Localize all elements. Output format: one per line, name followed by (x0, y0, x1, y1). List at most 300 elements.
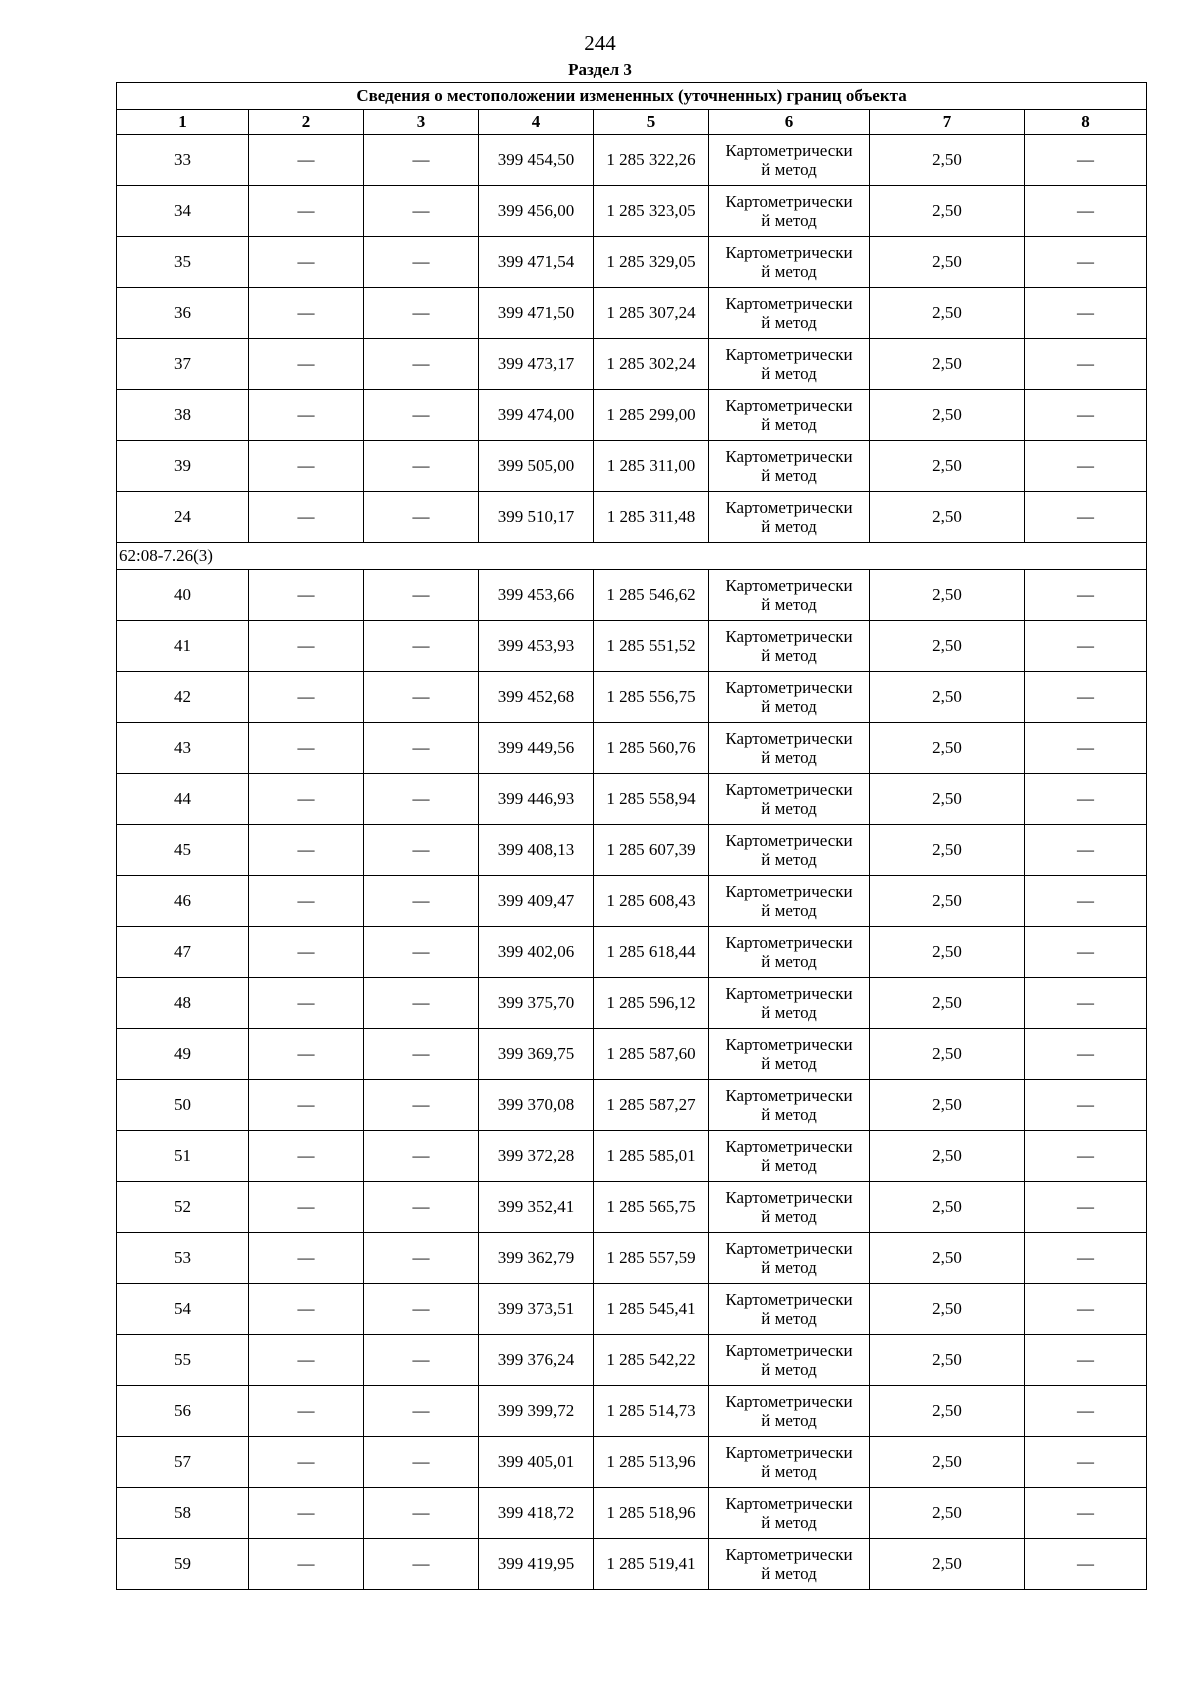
empty-dash-cell: — (364, 1182, 479, 1233)
empty-dash-cell: — (364, 441, 479, 492)
method-cell (709, 288, 870, 339)
column-numbers-row (117, 110, 1147, 135)
accuracy-cell: 2,50 (870, 1029, 1025, 1080)
method-cell (709, 927, 870, 978)
table-row (117, 288, 1147, 339)
empty-dash-cell: — (249, 672, 364, 723)
empty-dash-cell: — (249, 978, 364, 1029)
empty-dash-cell: — (364, 492, 479, 543)
empty-dash-cell: — (249, 1488, 364, 1539)
empty-dash-cell: — (249, 1182, 364, 1233)
x-coordinate-cell: 399 352,41 (479, 1182, 594, 1233)
table-row (117, 1437, 1147, 1488)
empty-dash-cell: — (364, 672, 479, 723)
y-coordinate-cell: 1 285 545,41 (594, 1284, 709, 1335)
empty-dash-cell: — (364, 1488, 479, 1539)
method-line: Картометрически (725, 729, 853, 748)
point-number-cell: 48 (117, 978, 249, 1029)
method-line: й метод (761, 1309, 817, 1328)
empty-dash-cell: — (249, 288, 364, 339)
empty-dash-cell: — (1025, 672, 1147, 723)
empty-dash-cell: — (1025, 825, 1147, 876)
x-coordinate-cell: 399 453,66 (479, 570, 594, 621)
y-coordinate-cell: 1 285 556,75 (594, 672, 709, 723)
empty-dash-cell: — (1025, 1080, 1147, 1131)
empty-dash-cell: — (249, 1386, 364, 1437)
table-row (117, 441, 1147, 492)
point-number-cell: 41 (117, 621, 249, 672)
empty-dash-cell: — (364, 1437, 479, 1488)
table-row (117, 723, 1147, 774)
point-number-cell: 34 (117, 186, 249, 237)
empty-dash-cell: — (1025, 621, 1147, 672)
table-row (117, 876, 1147, 927)
y-coordinate-cell: 1 285 513,96 (594, 1437, 709, 1488)
method-line: Картометрически (725, 933, 853, 952)
y-coordinate-cell: 1 285 565,75 (594, 1182, 709, 1233)
empty-dash-cell: — (364, 621, 479, 672)
method-cell (709, 1080, 870, 1131)
coordinates-table (116, 82, 1147, 1590)
empty-dash-cell: — (364, 723, 479, 774)
y-coordinate-cell: 1 285 551,52 (594, 621, 709, 672)
method-line: Картометрически (725, 1392, 853, 1411)
empty-dash-cell: — (1025, 492, 1147, 543)
accuracy-cell: 2,50 (870, 288, 1025, 339)
empty-dash-cell: — (1025, 1539, 1147, 1590)
accuracy-cell: 2,50 (870, 1539, 1025, 1590)
empty-dash-cell: — (1025, 1131, 1147, 1182)
table-row (117, 774, 1147, 825)
y-coordinate-cell: 1 285 608,43 (594, 876, 709, 927)
empty-dash-cell: — (249, 1284, 364, 1335)
method-cell (709, 723, 870, 774)
x-coordinate-cell: 399 376,24 (479, 1335, 594, 1386)
x-coordinate-cell: 399 453,93 (479, 621, 594, 672)
method-line: й метод (761, 1258, 817, 1277)
table-row (117, 1335, 1147, 1386)
method-line: й метод (761, 646, 817, 665)
x-coordinate-cell: 399 375,70 (479, 978, 594, 1029)
table-row (117, 1182, 1147, 1233)
section-title: Раздел 3 (568, 60, 632, 79)
empty-dash-cell: — (249, 1080, 364, 1131)
point-number-cell: 39 (117, 441, 249, 492)
empty-dash-cell: — (364, 135, 479, 186)
point-number-cell: 43 (117, 723, 249, 774)
x-coordinate-cell: 399 456,00 (479, 186, 594, 237)
point-number-cell: 53 (117, 1233, 249, 1284)
method-cell (709, 339, 870, 390)
empty-dash-cell: — (249, 927, 364, 978)
empty-dash-cell: — (1025, 1335, 1147, 1386)
y-coordinate-cell: 1 285 542,22 (594, 1335, 709, 1386)
point-number-cell: 50 (117, 1080, 249, 1131)
x-coordinate-cell: 399 409,47 (479, 876, 594, 927)
y-coordinate-cell: 1 285 323,05 (594, 186, 709, 237)
point-number-cell: 49 (117, 1029, 249, 1080)
method-cell (709, 1131, 870, 1182)
accuracy-cell: 2,50 (870, 1233, 1025, 1284)
empty-dash-cell: — (249, 570, 364, 621)
method-cell (709, 1437, 870, 1488)
point-number-cell: 46 (117, 876, 249, 927)
x-coordinate-cell: 399 402,06 (479, 927, 594, 978)
accuracy-cell: 2,50 (870, 135, 1025, 186)
table-caption: Сведения о местоположении измененных (уточненных) границ объекта (117, 83, 1147, 110)
accuracy-cell: 2,50 (870, 876, 1025, 927)
y-coordinate-cell: 1 285 519,41 (594, 1539, 709, 1590)
accuracy-cell: 2,50 (870, 672, 1025, 723)
y-coordinate-cell: 1 285 311,00 (594, 441, 709, 492)
point-number-cell: 47 (117, 927, 249, 978)
method-line: Картометрически (725, 1341, 853, 1360)
y-coordinate-cell: 1 285 585,01 (594, 1131, 709, 1182)
empty-dash-cell: — (249, 492, 364, 543)
empty-dash-cell: — (364, 1335, 479, 1386)
accuracy-cell: 2,50 (870, 1437, 1025, 1488)
method-line: Картометрически (725, 882, 853, 901)
empty-dash-cell: — (1025, 1488, 1147, 1539)
empty-dash-cell: — (1025, 570, 1147, 621)
method-line: Картометрически (725, 831, 853, 850)
empty-dash-cell: — (1025, 1233, 1147, 1284)
point-number-cell: 44 (117, 774, 249, 825)
y-coordinate-cell: 1 285 514,73 (594, 1386, 709, 1437)
empty-dash-cell: — (1025, 186, 1147, 237)
accuracy-cell: 2,50 (870, 825, 1025, 876)
method-line: Картометрически (725, 1239, 853, 1258)
empty-dash-cell: — (1025, 1437, 1147, 1488)
empty-dash-cell: — (364, 570, 479, 621)
empty-dash-cell: — (249, 186, 364, 237)
method-line: й метод (761, 1207, 817, 1226)
method-cell (709, 621, 870, 672)
accuracy-cell: 2,50 (870, 492, 1025, 543)
empty-dash-cell: — (1025, 237, 1147, 288)
table-row (117, 390, 1147, 441)
empty-dash-cell: — (249, 1335, 364, 1386)
empty-dash-cell: — (249, 723, 364, 774)
method-line: й метод (761, 697, 817, 716)
column-number: 6 (709, 110, 870, 135)
accuracy-cell: 2,50 (870, 570, 1025, 621)
method-cell (709, 1539, 870, 1590)
x-coordinate-cell: 399 473,17 (479, 339, 594, 390)
empty-dash-cell: — (1025, 288, 1147, 339)
x-coordinate-cell: 399 446,93 (479, 774, 594, 825)
empty-dash-cell: — (249, 1437, 364, 1488)
table-row (117, 492, 1147, 543)
column-number: 1 (117, 110, 249, 135)
x-coordinate-cell: 399 405,01 (479, 1437, 594, 1488)
empty-dash-cell: — (364, 1029, 479, 1080)
method-line: й метод (761, 1411, 817, 1430)
y-coordinate-cell: 1 285 546,62 (594, 570, 709, 621)
method-cell (709, 825, 870, 876)
empty-dash-cell: — (364, 1233, 479, 1284)
accuracy-cell: 2,50 (870, 237, 1025, 288)
point-number-cell: 54 (117, 1284, 249, 1335)
method-line: й метод (761, 1105, 817, 1124)
x-coordinate-cell: 399 399,72 (479, 1386, 594, 1437)
empty-dash-cell: — (364, 1080, 479, 1131)
column-number: 8 (1025, 110, 1147, 135)
table-row (117, 1029, 1147, 1080)
x-coordinate-cell: 399 372,28 (479, 1131, 594, 1182)
empty-dash-cell: — (249, 237, 364, 288)
x-coordinate-cell: 399 373,51 (479, 1284, 594, 1335)
empty-dash-cell: — (1025, 1386, 1147, 1437)
method-line: й метод (761, 748, 817, 767)
empty-dash-cell: — (364, 1284, 479, 1335)
empty-dash-cell: — (1025, 135, 1147, 186)
method-line: Картометрически (725, 498, 853, 517)
method-line: й метод (761, 850, 817, 869)
empty-dash-cell: — (249, 441, 364, 492)
method-line: Картометрически (725, 243, 853, 262)
accuracy-cell: 2,50 (870, 441, 1025, 492)
method-line: й метод (761, 313, 817, 332)
column-number: 3 (364, 110, 479, 135)
method-line: й метод (761, 466, 817, 485)
method-cell (709, 1335, 870, 1386)
table-row (117, 978, 1147, 1029)
empty-dash-cell: — (1025, 774, 1147, 825)
x-coordinate-cell: 399 418,72 (479, 1488, 594, 1539)
method-cell (709, 1284, 870, 1335)
column-number: 5 (594, 110, 709, 135)
accuracy-cell: 2,50 (870, 1386, 1025, 1437)
x-coordinate-cell: 399 471,50 (479, 288, 594, 339)
x-coordinate-cell: 399 370,08 (479, 1080, 594, 1131)
empty-dash-cell: — (1025, 339, 1147, 390)
method-cell (709, 492, 870, 543)
accuracy-cell: 2,50 (870, 1335, 1025, 1386)
method-cell (709, 672, 870, 723)
method-line: й метод (761, 1156, 817, 1175)
accuracy-cell: 2,50 (870, 1284, 1025, 1335)
accuracy-cell: 2,50 (870, 186, 1025, 237)
point-number-cell: 36 (117, 288, 249, 339)
table-row (117, 1386, 1147, 1437)
method-line: й метод (761, 1054, 817, 1073)
empty-dash-cell: — (364, 876, 479, 927)
point-number-cell: 35 (117, 237, 249, 288)
y-coordinate-cell: 1 285 560,76 (594, 723, 709, 774)
table-row (117, 186, 1147, 237)
y-coordinate-cell: 1 285 302,24 (594, 339, 709, 390)
method-cell (709, 135, 870, 186)
table-row (117, 1488, 1147, 1539)
table-body (117, 135, 1147, 1590)
method-line: Картометрически (725, 1086, 853, 1105)
column-number: 7 (870, 110, 1025, 135)
table-row (117, 237, 1147, 288)
point-number-cell: 24 (117, 492, 249, 543)
x-coordinate-cell: 399 474,00 (479, 390, 594, 441)
table-row (117, 570, 1147, 621)
empty-dash-cell: — (1025, 876, 1147, 927)
x-coordinate-cell: 399 510,17 (479, 492, 594, 543)
method-line: Картометрически (725, 576, 853, 595)
method-cell (709, 570, 870, 621)
x-coordinate-cell: 399 452,68 (479, 672, 594, 723)
table-row (117, 339, 1147, 390)
table-row (117, 1080, 1147, 1131)
empty-dash-cell: — (1025, 723, 1147, 774)
empty-dash-cell: — (1025, 390, 1147, 441)
method-line: Картометрически (725, 294, 853, 313)
point-number-cell: 57 (117, 1437, 249, 1488)
empty-dash-cell: — (249, 876, 364, 927)
method-cell (709, 441, 870, 492)
empty-dash-cell: — (364, 774, 479, 825)
point-number-cell: 55 (117, 1335, 249, 1386)
method-line: Картометрически (725, 192, 853, 211)
empty-dash-cell: — (249, 825, 364, 876)
method-line: Картометрически (725, 141, 853, 160)
method-line: Картометрически (725, 780, 853, 799)
y-coordinate-cell: 1 285 299,00 (594, 390, 709, 441)
empty-dash-cell: — (364, 390, 479, 441)
method-cell (709, 774, 870, 825)
point-number-cell: 42 (117, 672, 249, 723)
accuracy-cell: 2,50 (870, 1488, 1025, 1539)
x-coordinate-cell: 399 362,79 (479, 1233, 594, 1284)
method-line: й метод (761, 262, 817, 281)
method-line: й метод (761, 901, 817, 920)
method-line: й метод (761, 595, 817, 614)
method-line: й метод (761, 1462, 817, 1481)
accuracy-cell: 2,50 (870, 1080, 1025, 1131)
y-coordinate-cell: 1 285 607,39 (594, 825, 709, 876)
empty-dash-cell: — (364, 237, 479, 288)
accuracy-cell: 2,50 (870, 723, 1025, 774)
empty-dash-cell: — (1025, 978, 1147, 1029)
y-coordinate-cell: 1 285 329,05 (594, 237, 709, 288)
method-line: й метод (761, 211, 817, 230)
x-coordinate-cell: 399 471,54 (479, 237, 594, 288)
method-cell (709, 186, 870, 237)
table-row (117, 1284, 1147, 1335)
table-row (117, 672, 1147, 723)
method-line: Картометрически (725, 627, 853, 646)
method-cell (709, 978, 870, 1029)
y-coordinate-cell: 1 285 596,12 (594, 978, 709, 1029)
method-line: Картометрически (725, 1188, 853, 1207)
method-line: й метод (761, 1003, 817, 1022)
accuracy-cell: 2,50 (870, 339, 1025, 390)
accuracy-cell: 2,50 (870, 774, 1025, 825)
method-line: й метод (761, 799, 817, 818)
column-number: 4 (479, 110, 594, 135)
method-line: Картометрически (725, 1137, 853, 1156)
x-coordinate-cell: 399 505,00 (479, 441, 594, 492)
table-row (117, 1539, 1147, 1590)
y-coordinate-cell: 1 285 518,96 (594, 1488, 709, 1539)
point-number-cell: 40 (117, 570, 249, 621)
method-line: й метод (761, 364, 817, 383)
method-line: Картометрически (725, 1290, 853, 1309)
method-cell (709, 1233, 870, 1284)
empty-dash-cell: — (249, 1539, 364, 1590)
y-coordinate-cell: 1 285 558,94 (594, 774, 709, 825)
table-row (117, 825, 1147, 876)
accuracy-cell: 2,50 (870, 621, 1025, 672)
table-row (117, 1233, 1147, 1284)
empty-dash-cell: — (364, 825, 479, 876)
method-cell (709, 237, 870, 288)
accuracy-cell: 2,50 (870, 927, 1025, 978)
accuracy-cell: 2,50 (870, 978, 1025, 1029)
point-number-cell: 59 (117, 1539, 249, 1590)
method-line: Картометрически (725, 447, 853, 466)
method-line: Картометрически (725, 678, 853, 697)
method-line: й метод (761, 1564, 817, 1583)
point-number-cell: 52 (117, 1182, 249, 1233)
y-coordinate-cell: 1 285 618,44 (594, 927, 709, 978)
empty-dash-cell: — (249, 339, 364, 390)
accuracy-cell: 2,50 (870, 1182, 1025, 1233)
point-number-cell: 45 (117, 825, 249, 876)
page-number: 244 (584, 31, 616, 55)
point-number-cell: 33 (117, 135, 249, 186)
table-caption-row (117, 83, 1147, 110)
empty-dash-cell: — (364, 186, 479, 237)
group-row (117, 543, 1147, 570)
group-label: 62:08-7.26(3) (117, 543, 1147, 570)
method-line: Картометрически (725, 345, 853, 364)
table-row (117, 927, 1147, 978)
table-row (117, 1131, 1147, 1182)
empty-dash-cell: — (364, 288, 479, 339)
column-number: 2 (249, 110, 364, 135)
method-line: Картометрически (725, 1545, 853, 1564)
method-line: й метод (761, 1513, 817, 1532)
table-row (117, 621, 1147, 672)
method-line: Картометрически (725, 1035, 853, 1054)
y-coordinate-cell: 1 285 557,59 (594, 1233, 709, 1284)
point-number-cell: 37 (117, 339, 249, 390)
empty-dash-cell: — (249, 1233, 364, 1284)
method-cell (709, 1182, 870, 1233)
empty-dash-cell: — (249, 135, 364, 186)
empty-dash-cell: — (1025, 441, 1147, 492)
method-line: й метод (761, 952, 817, 971)
x-coordinate-cell: 399 408,13 (479, 825, 594, 876)
method-line: Картометрически (725, 984, 853, 1003)
empty-dash-cell: — (249, 390, 364, 441)
y-coordinate-cell: 1 285 587,60 (594, 1029, 709, 1080)
accuracy-cell: 2,50 (870, 390, 1025, 441)
method-line: й метод (761, 160, 817, 179)
point-number-cell: 58 (117, 1488, 249, 1539)
method-line: Картометрически (725, 1443, 853, 1462)
method-cell (709, 1029, 870, 1080)
empty-dash-cell: — (249, 1131, 364, 1182)
x-coordinate-cell: 399 454,50 (479, 135, 594, 186)
empty-dash-cell: — (1025, 1182, 1147, 1233)
x-coordinate-cell: 399 449,56 (479, 723, 594, 774)
empty-dash-cell: — (364, 927, 479, 978)
method-line: й метод (761, 1360, 817, 1379)
empty-dash-cell: — (249, 621, 364, 672)
empty-dash-cell: — (1025, 927, 1147, 978)
point-number-cell: 56 (117, 1386, 249, 1437)
empty-dash-cell: — (364, 339, 479, 390)
empty-dash-cell: — (364, 1131, 479, 1182)
